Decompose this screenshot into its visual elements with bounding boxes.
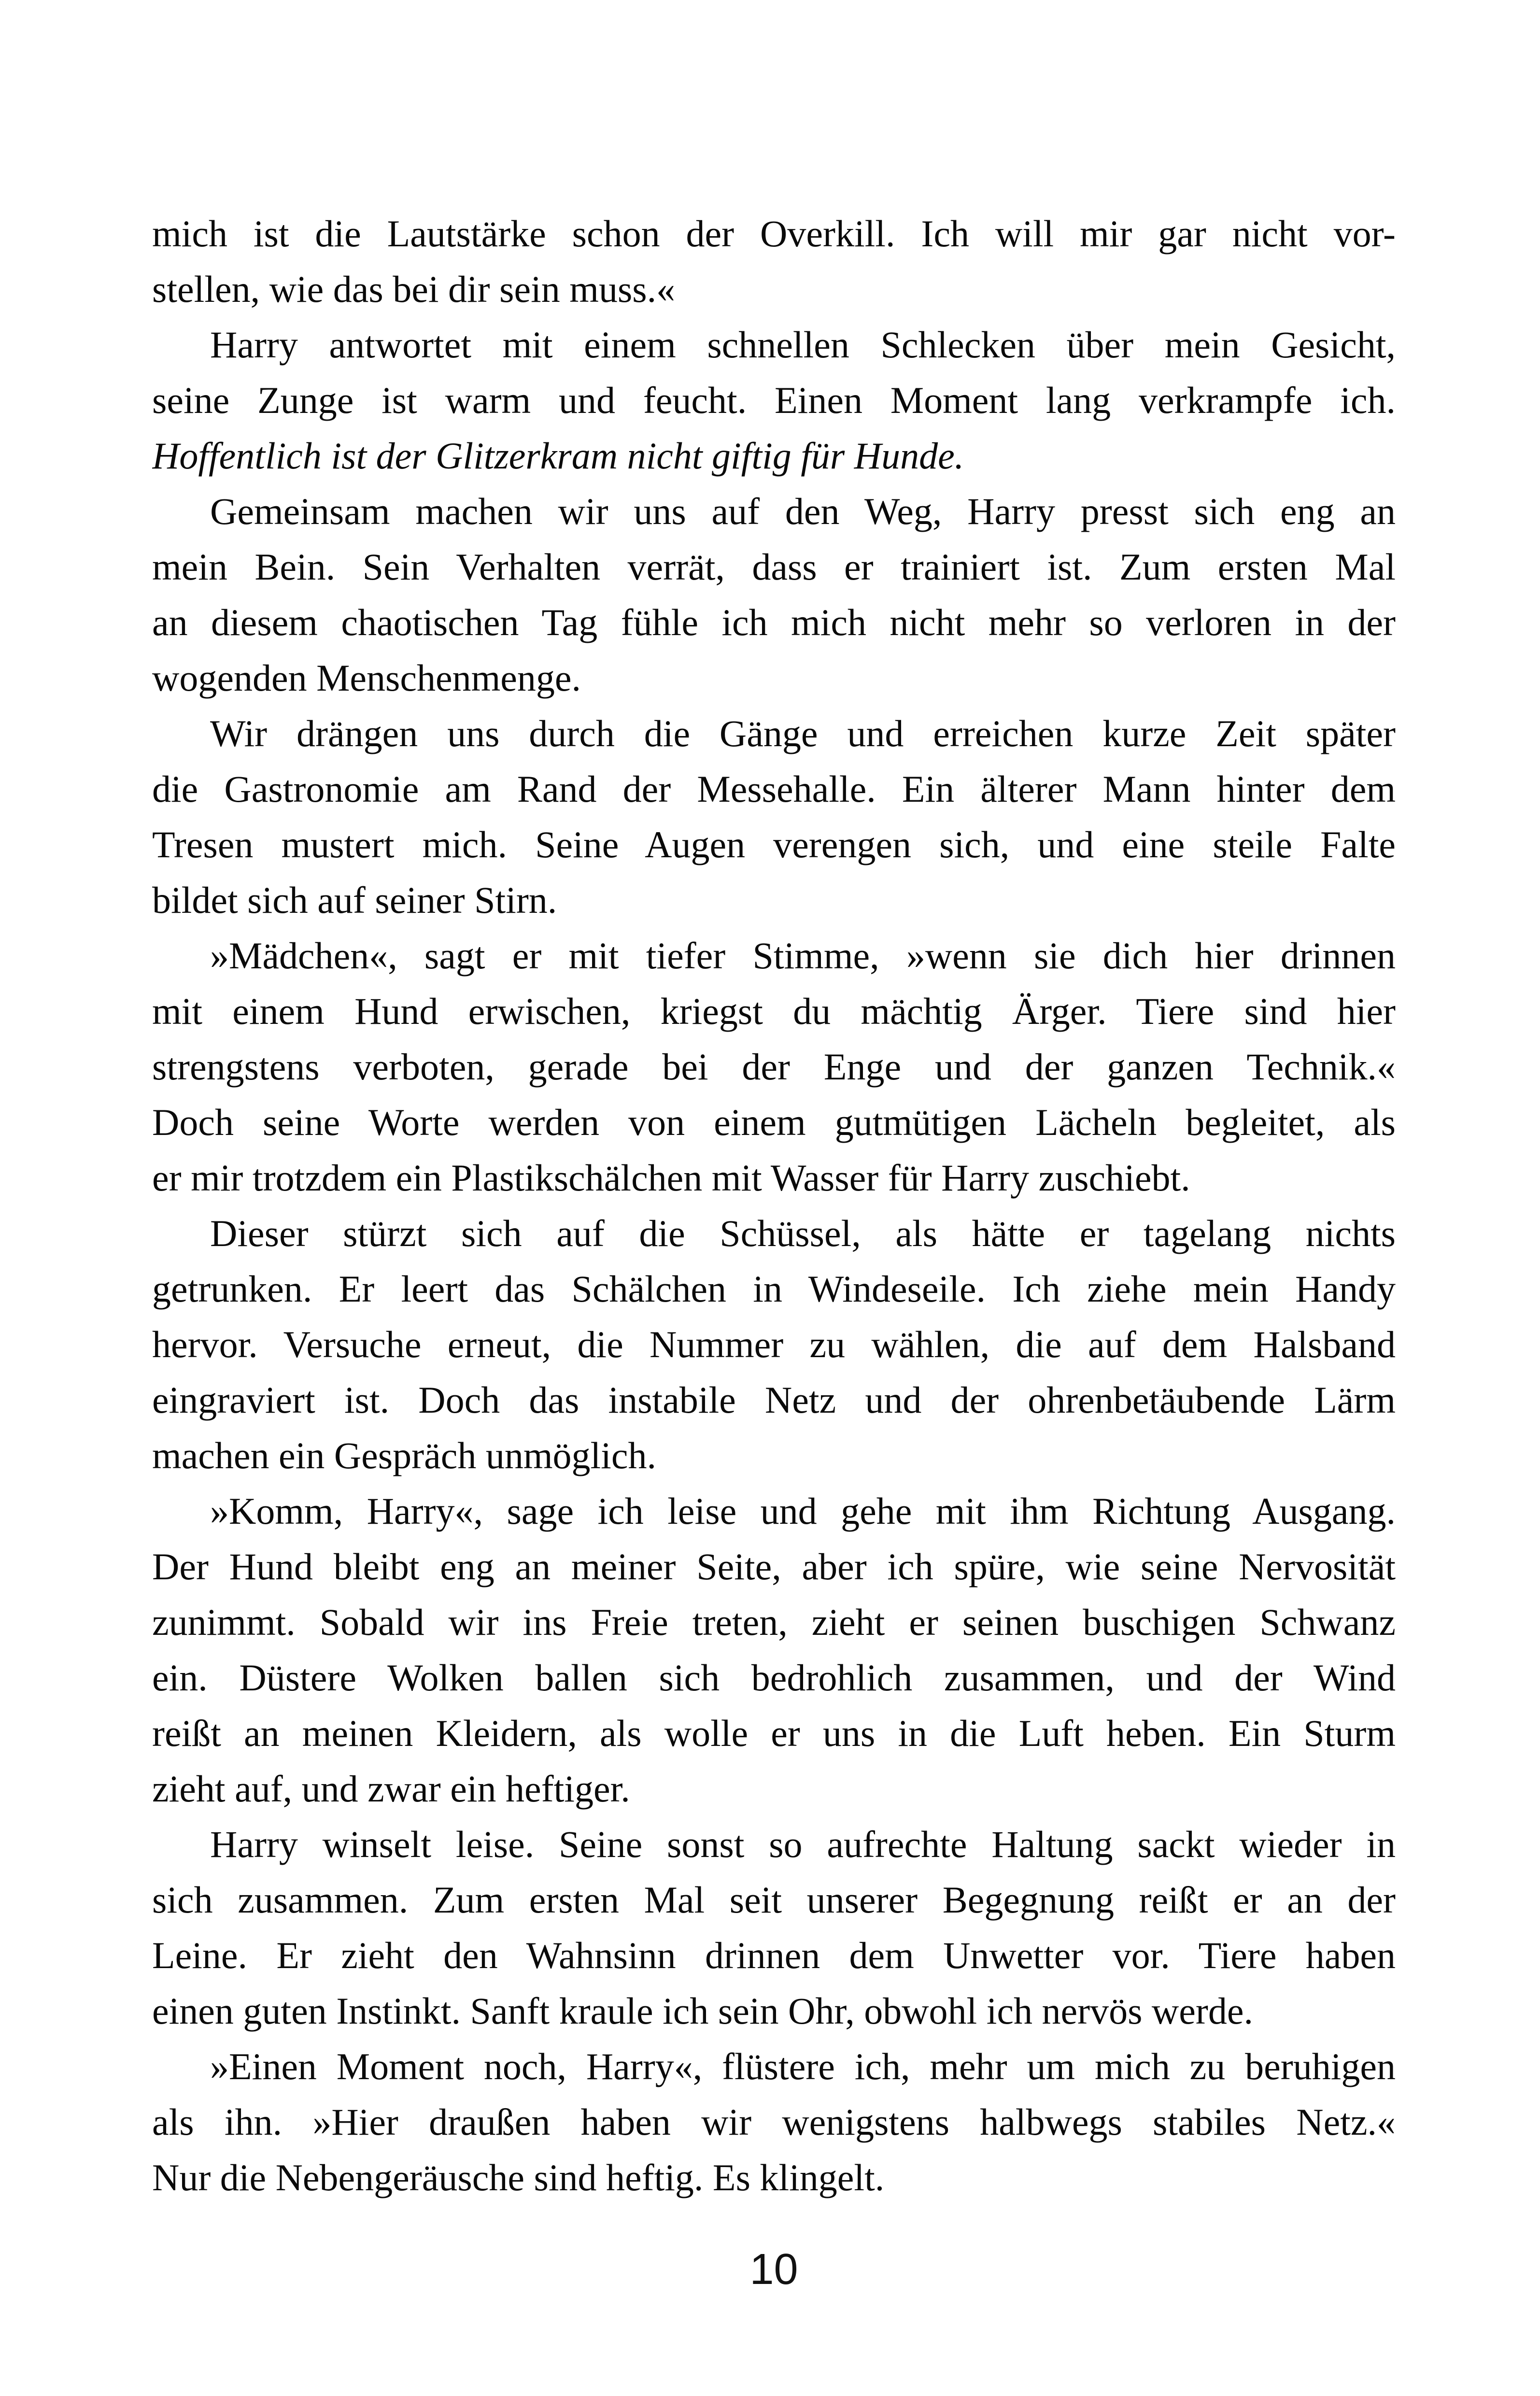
text-line: getrunken. Er leert das Schälchen in Windeseile. Ich ziehe mein Handy	[152, 1268, 1396, 1310]
text-line: an diesem chaotischen Tag fühle ich mich nicht mehr so verloren in der	[152, 601, 1396, 643]
text-line: als ihn. »Hier draußen haben wir wenigstens halbwegs stabiles Netz.«	[152, 2101, 1396, 2143]
text-line: »Mädchen«, sagt er mit tiefer Stimme, »wenn sie dich hier drinnen	[210, 935, 1396, 977]
text-line: Harry winselt leise. Seine sonst so aufrechte Haltung sackt wieder in	[210, 1823, 1396, 1865]
text-line: »Komm, Harry«, sage ich leise und gehe mit ihm Richtung Ausgang.	[210, 1490, 1396, 1532]
paragraph	[152, 928, 1396, 1205]
text-line: reißt an meinen Kleidern, als wolle er uns in die Luft heben. Ein Sturm	[152, 1712, 1396, 1754]
text-line: strengstens verboten, gerade bei der Enge und der ganzen Technik.«	[152, 1046, 1396, 1088]
text-line: Nur die Nebengeräusche sind heftig. Es klingelt.	[152, 2156, 885, 2198]
text-line: die Gastronomie am Rand der Messehalle. Ein älterer Mann hinter dem	[152, 768, 1396, 810]
text-line: hervor. Versuche erneut, die Nummer zu wählen, die auf dem Halsband	[152, 1323, 1396, 1365]
text-line: wogenden Menschenmenge.	[152, 657, 581, 699]
text-line: mein Bein. Sein Verhalten verrät, dass er trainiert ist. Zum ersten Mal	[152, 546, 1396, 588]
page-number: 10	[749, 2245, 798, 2294]
text-line: machen ein Gespräch unmöglich.	[152, 1434, 656, 1476]
paragraph	[152, 317, 1396, 483]
text-line: einen guten Instinkt. Sanft kraule ich sein Ohr, obwohl ich nervös werde.	[152, 1990, 1253, 2032]
paragraph	[152, 1816, 1396, 2039]
page-text	[152, 206, 1396, 2205]
text-line: Wir drängen uns durch die Gänge und erreichen kurze Zeit später	[210, 712, 1396, 754]
text-line: sich zusammen. Zum ersten Mal seit unserer Begegnung reißt er an der	[152, 1879, 1396, 1921]
text-line: Doch seine Worte werden von einem gutmütigen Lächeln begleitet, als	[152, 1101, 1396, 1143]
text-line: Der Hund bleibt eng an meiner Seite, aber ich spüre, wie seine Nervosität	[152, 1545, 1396, 1588]
paragraph	[152, 706, 1396, 928]
text-line-italic: Hoffentlich ist der Glitzerkram nicht giftig für Hunde.	[152, 435, 964, 477]
text-line: zieht auf, und zwar ein heftiger.	[152, 1768, 630, 1810]
text-line: mich ist die Lautstärke schon der Overkill. Ich will mir gar nicht vor-	[152, 213, 1396, 255]
text-line: eingraviert ist. Doch das instabile Netz und der ohrenbetäubende Lärm	[152, 1379, 1396, 1421]
text-line: Harry antwortet mit einem schnellen Schlecken über mein Gesicht,	[210, 324, 1396, 366]
text-line: Tresen mustert mich. Seine Augen verengen sich, und eine steile Falte	[152, 823, 1396, 865]
text-line: Gemeinsam machen wir uns auf den Weg, Harry presst sich eng an	[210, 490, 1396, 532]
paragraph	[152, 2039, 1396, 2205]
text-line: Leine. Er zieht den Wahnsinn drinnen dem Unwetter vor. Tiere haben	[152, 1934, 1396, 1976]
paragraph	[152, 1205, 1396, 1483]
text-line: stellen, wie das bei dir sein muss.«	[152, 268, 676, 310]
paragraph	[152, 1483, 1396, 1816]
text-line: ein. Düstere Wolken ballen sich bedrohlich zusammen, und der Wind	[152, 1657, 1396, 1699]
text-line: mit einem Hund erwischen, kriegst du mächtig Ärger. Tiere sind hier	[152, 990, 1396, 1032]
text-line: Dieser stürzt sich auf die Schüssel, als hätte er tagelang nichts	[210, 1212, 1396, 1254]
text-line: »Einen Moment noch, Harry«, flüstere ich, mehr um mich zu beruhigen	[210, 2045, 1396, 2087]
text-line: seine Zunge ist warm und feucht. Einen Moment lang verkrampfe ich.	[152, 379, 1396, 421]
text-line: zunimmt. Sobald wir ins Freie treten, zieht er seinen buschigen Schwanz	[152, 1601, 1396, 1643]
paragraph	[152, 483, 1396, 706]
text-line: bildet sich auf seiner Stirn.	[152, 879, 557, 921]
text-line: er mir trotzdem ein Plastikschälchen mit Wasser für Harry zuschiebt.	[152, 1157, 1190, 1199]
paragraph	[152, 206, 1396, 317]
